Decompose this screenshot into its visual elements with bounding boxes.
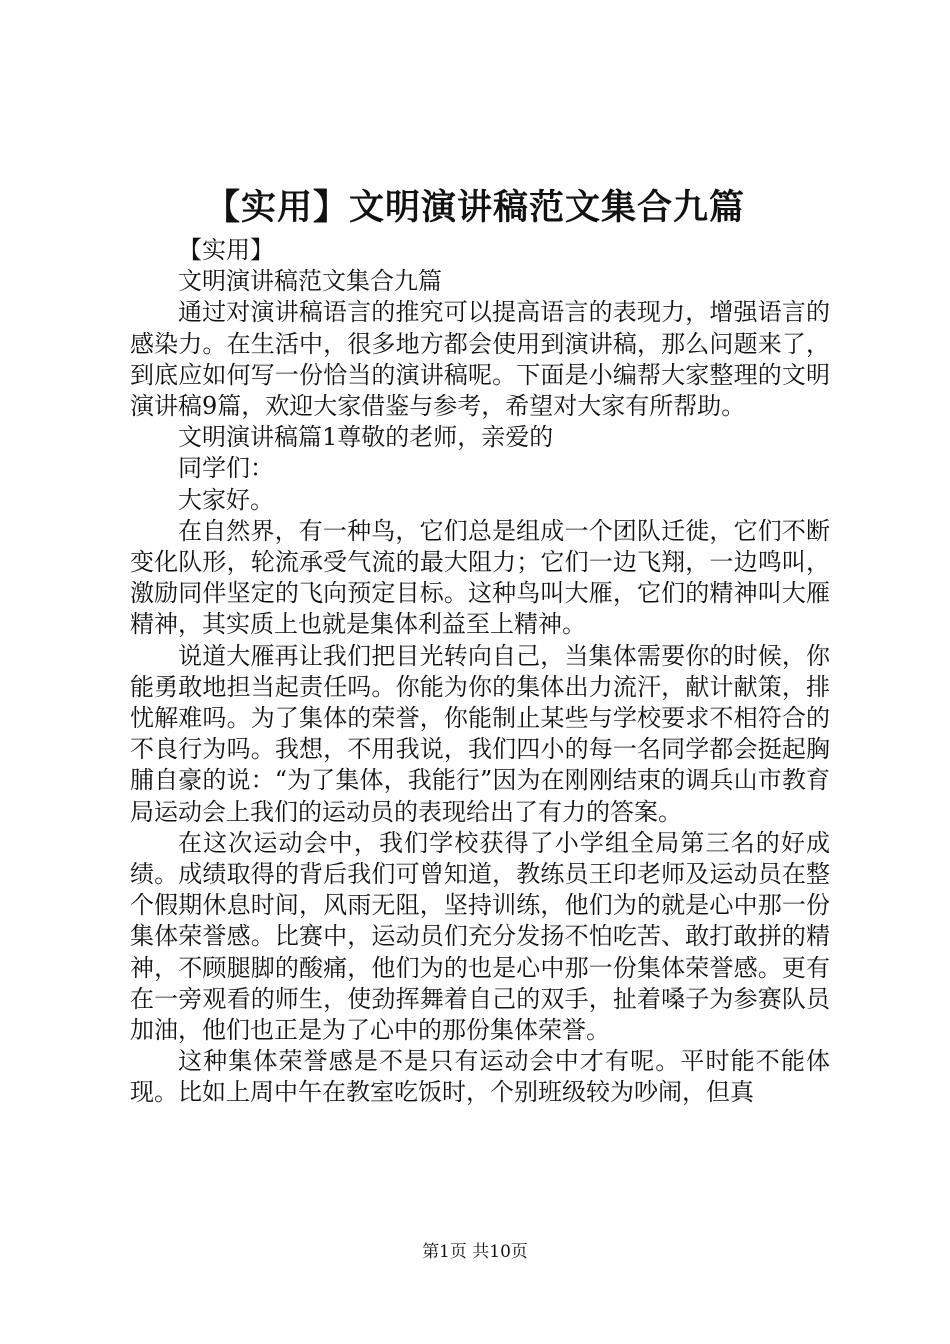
paragraph: 在这次运动会中，我们学校获得了小学组全局第三名的好成绩。成绩取得的背后我们可曾知道，教练员王印老师及运动员在整个假期休息时间，风雨无阻，坚持训练，他们为的就是心中那一份集体荣誉感。比赛中，运动员们充分发扬不怕吃苦、敢打敢拼的精神，不顾腿脚的酸痛，他们为的也是心中那一份集体荣誉感。更有在一旁观看的师生，使劲挥舞着自己的双手，扯着嗓子为参赛队员加油，他们也正是为了心中的那份集体荣誉。 <box>130 828 830 1045</box>
document-title: 【实用】文明演讲稿范文集合九篇 <box>204 187 745 228</box>
document-body <box>130 235 830 1109</box>
paragraph: 在自然界，有一种鸟，它们总是组成一个团队迁徙，它们不断变化队形，轮流承受气流的最大阻力；它们一边飞翔，一边鸣叫，激励同伴坚定的飞向预定目标。这种鸟叫大雁，它们的精神叫大雁精神，其实质上也就是集体利益至上精神。 <box>130 516 830 639</box>
paragraph: 同学们： <box>178 454 274 483</box>
paragraph: 说道大雁再让我们把目光转向自己，当集体需要你的时候，你能勇敢地担当起责任吗。你能为你的集体出力流汗，献计献策，排忧解难吗。为了集体的荣誉，你能制止某些与学校要求不相符合的不良行为吗。我想，不用我说，我们四小的每一名同学都会挺起胸脯自豪的说：“为了集体，我能行”因为在刚刚结束的调兵山市教育局运动会上我们的运动员的表现给出了有力的答案。 <box>130 641 830 826</box>
paragraph: 文明演讲稿篇1尊敬的老师，亲爱的 <box>178 423 554 452</box>
paragraph: 通过对演讲稿语言的推究可以提高语言的表现力，增强语言的感染力。在生活中，很多地方都会使用到演讲稿，那么问题来了，到底应如何写一份恰当的演讲稿呢。下面是小编帮大家整理的文明演讲稿9篇，欢迎大家借鉴与参考，希望对大家有所帮助。 <box>130 298 830 421</box>
paragraph: 文明演讲稿范文集合九篇 <box>178 267 442 296</box>
paragraph: 【实用】 <box>178 236 274 264</box>
paragraph: 大家好。 <box>178 485 274 514</box>
page-number-footer: 第1页 共10页 <box>422 1242 528 1262</box>
paragraph: 这种集体荣誉感是不是只有运动会中才有呢。平时能不能体现。比如上周中午在教室吃饭时，个别班级较为吵闹，但真 <box>130 1047 830 1107</box>
